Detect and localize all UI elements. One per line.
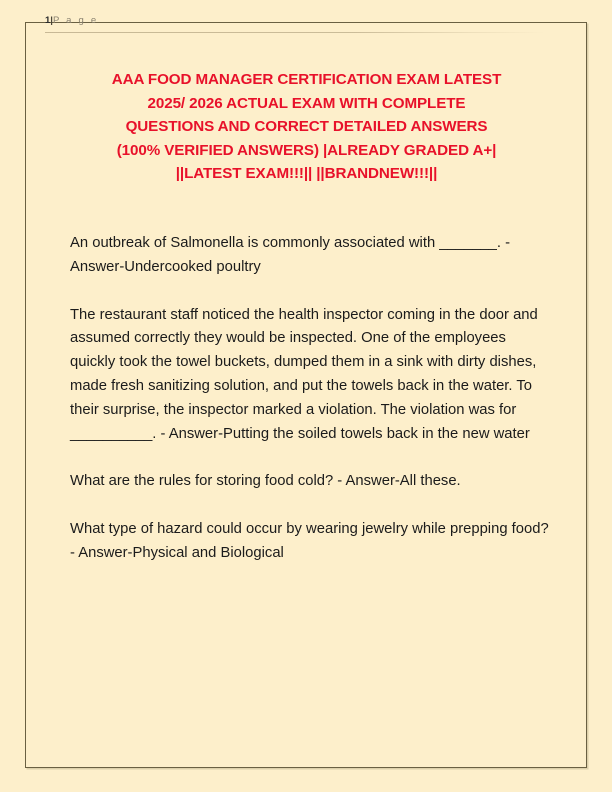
document-body	[70, 232, 550, 566]
page-header-text	[45, 14, 540, 27]
qa-item: An outbreak of Salmonella is commonly associated with _______. - Answer-Undercooked poultry	[70, 235, 511, 275]
header-page-number: 1	[45, 15, 51, 26]
page-header	[45, 14, 540, 27]
header-divider-rule	[45, 32, 545, 33]
header-separator: |	[50, 15, 53, 26]
qa-item: What type of hazard could occur by wearing jewelry while prepping food? - Answer-Physical and Biological	[70, 521, 549, 561]
title-line-5: ||LATEST EXAM!!!|| ||BRANDNEW!!!||	[175, 165, 438, 182]
document-title	[63, 68, 550, 186]
title-line-4: (100% VERIFIED ANSWERS) |ALREADY GRADED A+|	[116, 141, 497, 159]
title-line-2: 2025/ 2026 ACTUAL EXAM WITH COMPLETE	[147, 94, 466, 112]
qa-item: The restaurant staff noticed the health inspector coming in the door and assumed correctly they would be inspected. One of the employees quickly took the towel buckets, dumped them in a sink with dirty dishes, made fresh sanitizing solution, and put the towels back in the water. To their surprise, the inspector marked a violation. The violation was for __________. - Answer-Putting the soiled towels back in the new water	[70, 306, 538, 442]
header-page-label: P a g e	[52, 15, 99, 26]
title-line-3: QUESTIONS AND CORRECT DETAILED ANSWERS	[125, 118, 488, 135]
title-line-1: AAA FOOD MANAGER CERTIFICATION EXAM LATEST	[111, 71, 502, 88]
qa-item: What are the rules for storing food cold? - Answer-All these.	[70, 473, 461, 490]
